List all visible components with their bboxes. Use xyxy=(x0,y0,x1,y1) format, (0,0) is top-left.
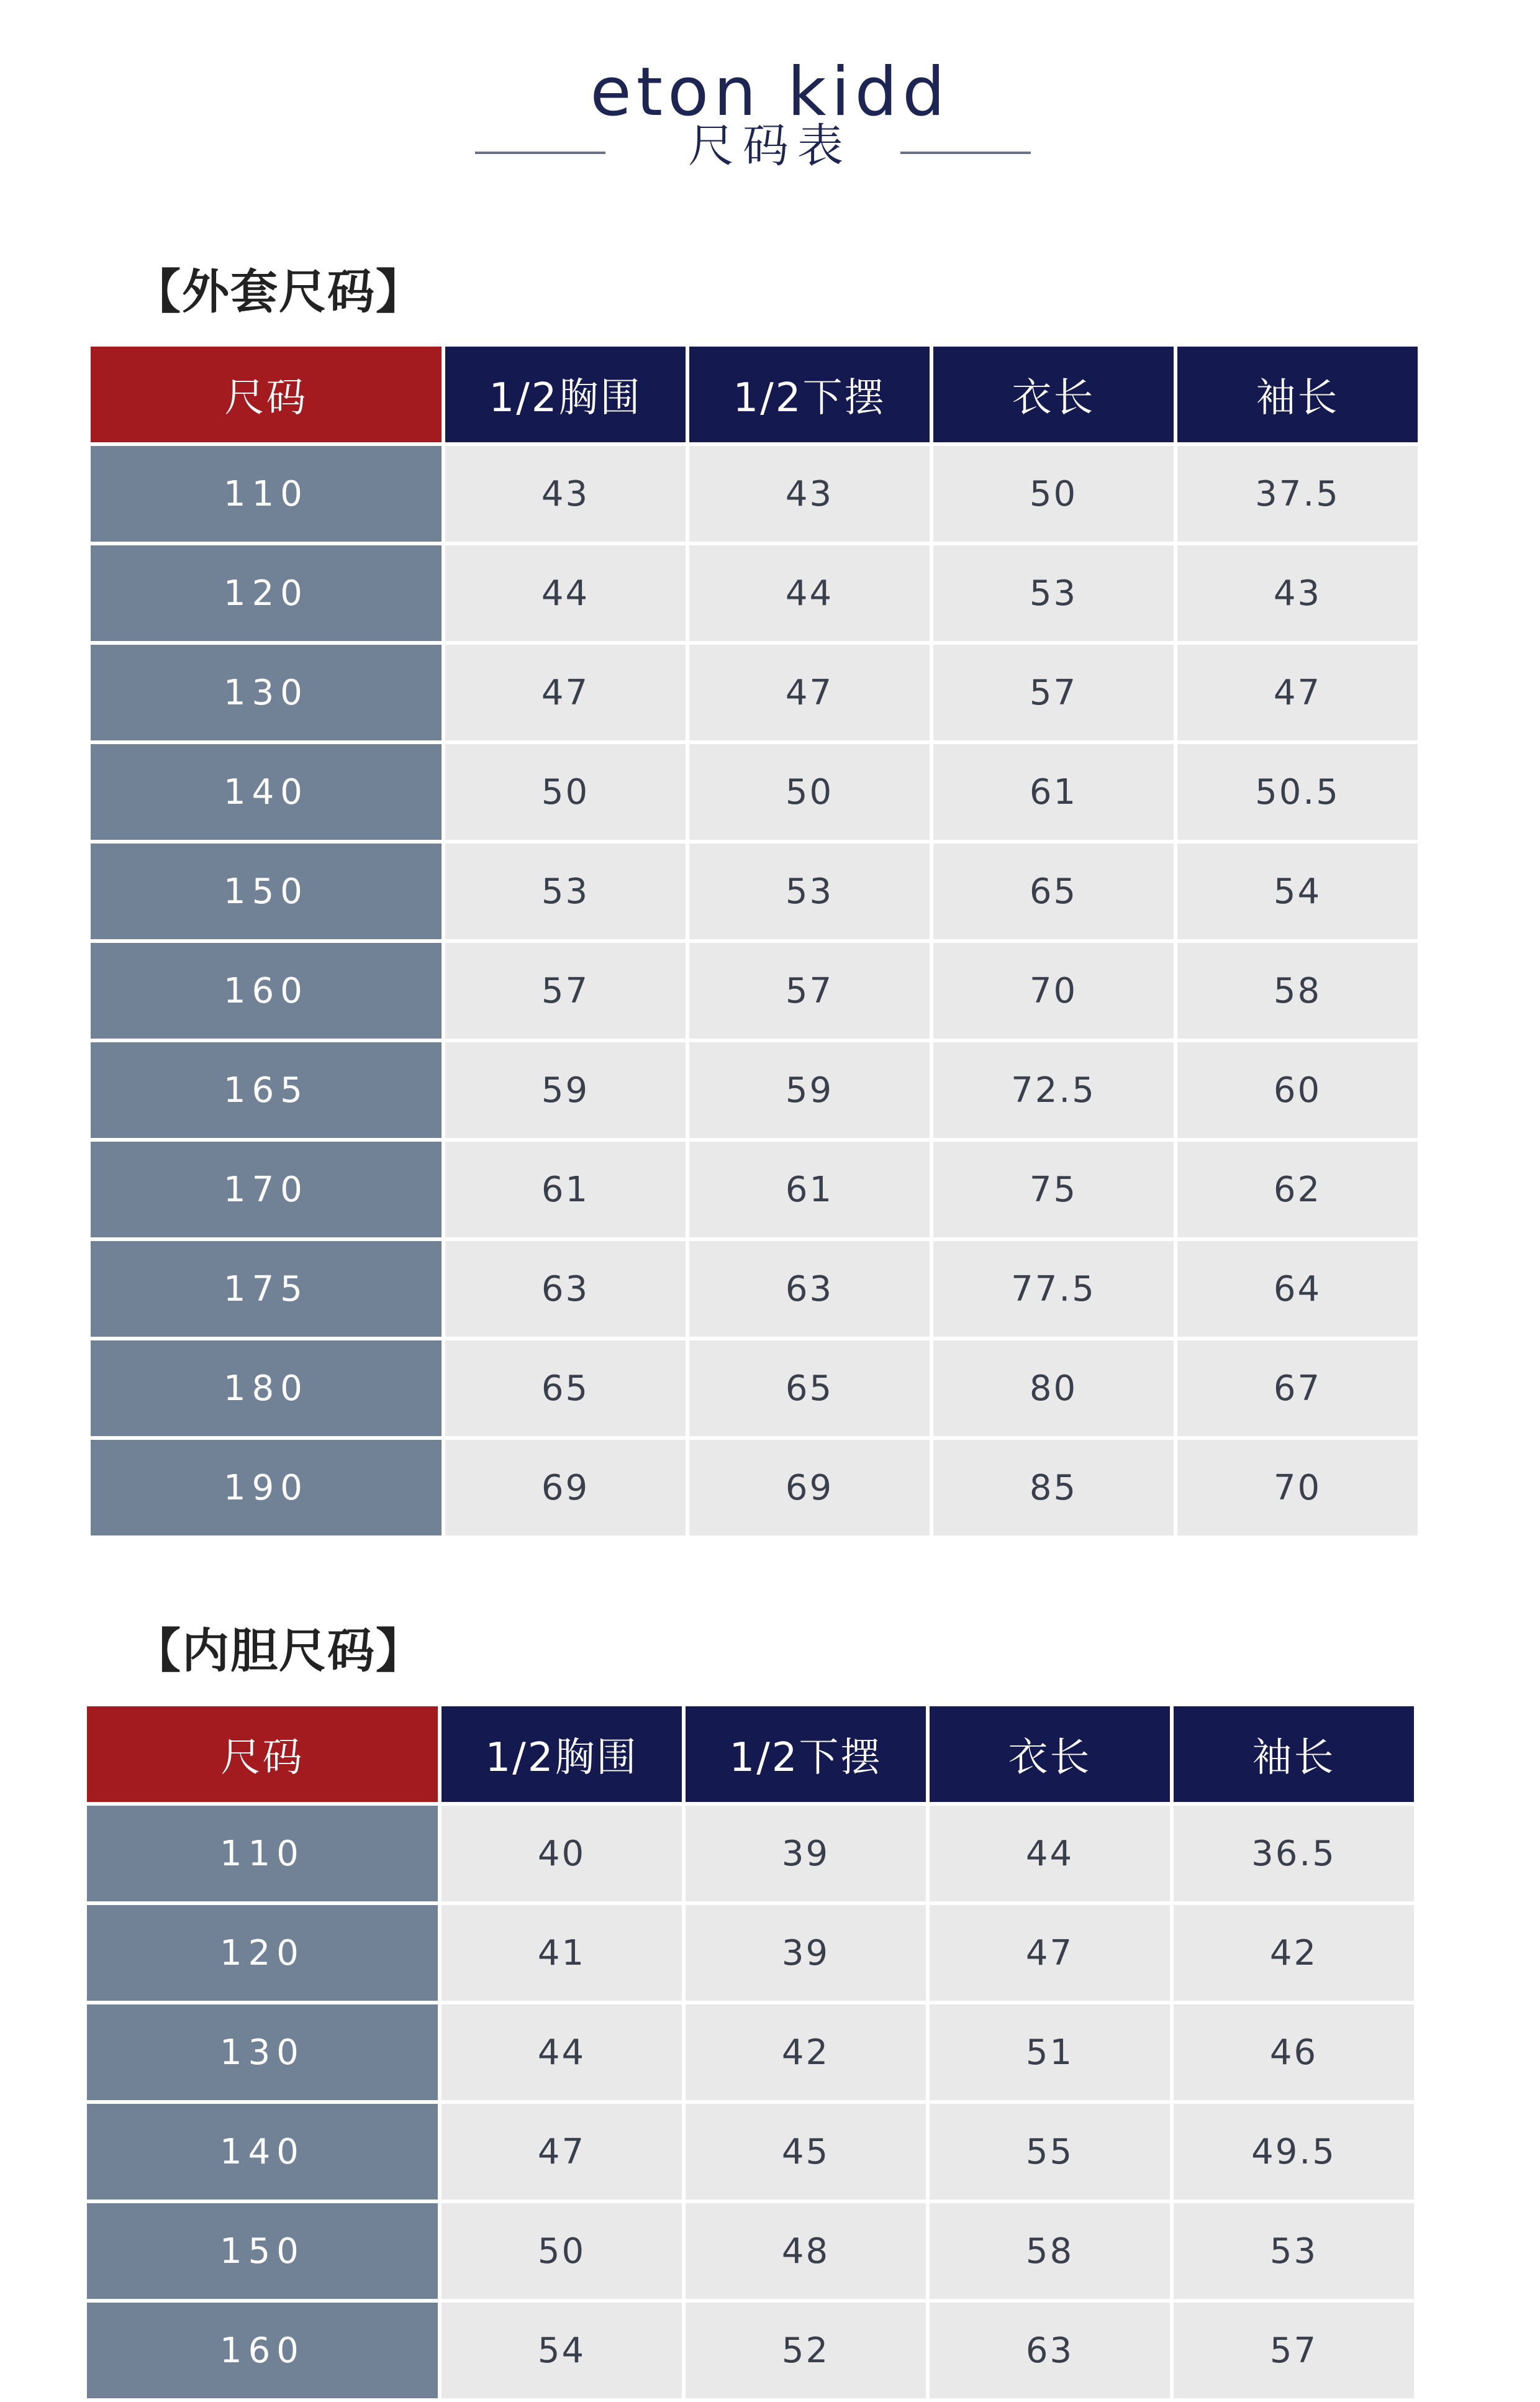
cell-size: 140 xyxy=(91,744,442,840)
table-row xyxy=(91,1241,1418,1337)
section-title-liner: 【内胆尺码】 xyxy=(134,1623,424,1678)
table-row xyxy=(91,1340,1418,1436)
table-row xyxy=(87,2104,1414,2200)
cell-length: 44 xyxy=(930,1806,1170,1901)
cell-length: 57 xyxy=(933,645,1174,740)
cell-sleeve: 70 xyxy=(1177,1440,1418,1535)
cell-half-chest: 44 xyxy=(442,2004,682,2100)
cell-size: 190 xyxy=(91,1440,442,1535)
cell-sleeve: 37.5 xyxy=(1177,446,1418,542)
header-sleeve: 袖长 xyxy=(1174,1706,1414,1802)
cell-half-hem: 50 xyxy=(689,744,930,840)
brand-logo: eton kidd xyxy=(590,53,950,131)
table-row xyxy=(87,1806,1414,1901)
cell-half-chest: 53 xyxy=(445,844,686,939)
cell-size: 175 xyxy=(91,1241,442,1337)
cell-half-hem: 39 xyxy=(686,1905,926,2001)
cell-half-hem: 69 xyxy=(689,1440,930,1535)
cell-half-hem: 63 xyxy=(689,1241,930,1337)
cell-half-hem: 52 xyxy=(686,2303,926,2398)
cell-half-chest: 40 xyxy=(442,1806,682,1901)
cell-sleeve: 50.5 xyxy=(1177,744,1418,840)
cell-half-chest: 47 xyxy=(442,2104,682,2200)
cell-half-chest: 50 xyxy=(445,744,686,840)
table-row xyxy=(91,645,1418,740)
table-row xyxy=(91,744,1418,840)
cell-length: 70 xyxy=(933,943,1174,1039)
cell-size: 140 xyxy=(87,2104,438,2200)
cell-sleeve: 43 xyxy=(1177,545,1418,641)
cell-length: 72.5 xyxy=(933,1042,1174,1138)
cell-half-hem: 43 xyxy=(689,446,930,542)
cell-size: 130 xyxy=(87,2004,438,2100)
cell-size: 110 xyxy=(91,446,442,542)
header-length: 衣长 xyxy=(933,347,1174,442)
cell-half-hem: 44 xyxy=(689,545,930,641)
cell-size: 150 xyxy=(87,2203,438,2299)
cell-size: 120 xyxy=(91,545,442,641)
cell-sleeve: 42 xyxy=(1174,1905,1414,2001)
cell-sleeve: 49.5 xyxy=(1174,2104,1414,2200)
cell-sleeve: 58 xyxy=(1177,943,1418,1039)
cell-sleeve: 53 xyxy=(1174,2203,1414,2299)
cell-sleeve: 67 xyxy=(1177,1340,1418,1436)
table-row xyxy=(91,446,1418,542)
header-sleeve: 袖长 xyxy=(1177,347,1418,442)
cell-half-hem: 47 xyxy=(689,645,930,740)
title-rule-right xyxy=(900,152,1031,154)
table-row xyxy=(87,2303,1414,2398)
header-length: 衣长 xyxy=(930,1706,1170,1802)
cell-size: 130 xyxy=(91,645,442,740)
cell-length: 63 xyxy=(930,2303,1170,2398)
table-row xyxy=(91,1440,1418,1535)
table-row xyxy=(91,943,1418,1039)
table-row xyxy=(91,844,1418,939)
table-header-row xyxy=(87,1706,1414,1802)
cell-half-chest: 61 xyxy=(445,1142,686,1237)
cell-half-hem: 42 xyxy=(686,2004,926,2100)
cell-half-chest: 50 xyxy=(442,2203,682,2299)
cell-half-hem: 59 xyxy=(689,1042,930,1138)
cell-sleeve: 54 xyxy=(1177,844,1418,939)
cell-size: 170 xyxy=(91,1142,442,1237)
cell-length: 80 xyxy=(933,1340,1174,1436)
table-row xyxy=(91,1042,1418,1138)
cell-size: 165 xyxy=(91,1042,442,1138)
cell-half-chest: 69 xyxy=(445,1440,686,1535)
cell-half-hem: 65 xyxy=(689,1340,930,1436)
cell-sleeve: 60 xyxy=(1177,1042,1418,1138)
cell-length: 47 xyxy=(930,1905,1170,2001)
cell-half-chest: 57 xyxy=(445,943,686,1039)
cell-length: 50 xyxy=(933,446,1174,542)
cell-half-hem: 45 xyxy=(686,2104,926,2200)
cell-size: 160 xyxy=(87,2303,438,2398)
cell-size: 110 xyxy=(87,1806,438,1901)
cell-sleeve: 46 xyxy=(1174,2004,1414,2100)
header-size: 尺码 xyxy=(87,1706,438,1802)
size-table-liner xyxy=(83,1703,1418,2402)
cell-half-chest: 43 xyxy=(445,446,686,542)
cell-length: 77.5 xyxy=(933,1241,1174,1337)
header-size: 尺码 xyxy=(91,347,442,442)
cell-half-chest: 59 xyxy=(445,1042,686,1138)
table-row xyxy=(87,2203,1414,2299)
cell-sleeve: 62 xyxy=(1177,1142,1418,1237)
cell-half-chest: 41 xyxy=(442,1905,682,2001)
cell-length: 61 xyxy=(933,744,1174,840)
cell-half-hem: 61 xyxy=(689,1142,930,1237)
header-half-chest: 1/2胸围 xyxy=(442,1706,682,1802)
cell-length: 75 xyxy=(933,1142,1174,1237)
cell-half-hem: 48 xyxy=(686,2203,926,2299)
cell-sleeve: 64 xyxy=(1177,1241,1418,1337)
cell-size: 180 xyxy=(91,1340,442,1436)
cell-sleeve: 47 xyxy=(1177,645,1418,740)
cell-length: 85 xyxy=(933,1440,1174,1535)
header-half-hem: 1/2下摆 xyxy=(689,347,930,442)
header-half-chest: 1/2胸围 xyxy=(445,347,686,442)
cell-length: 58 xyxy=(930,2203,1170,2299)
cell-size: 150 xyxy=(91,844,442,939)
cell-sleeve: 36.5 xyxy=(1174,1806,1414,1901)
header-half-hem: 1/2下摆 xyxy=(686,1706,926,1802)
cell-sleeve: 57 xyxy=(1174,2303,1414,2398)
cell-half-hem: 39 xyxy=(686,1806,926,1901)
cell-size: 160 xyxy=(91,943,442,1039)
cell-length: 55 xyxy=(930,2104,1170,2200)
cell-length: 65 xyxy=(933,844,1174,939)
size-table-coat xyxy=(87,343,1421,1539)
table-header-row xyxy=(91,347,1418,442)
table-row xyxy=(91,545,1418,641)
cell-length: 51 xyxy=(930,2004,1170,2100)
table-row xyxy=(87,2004,1414,2100)
cell-half-chest: 65 xyxy=(445,1340,686,1436)
cell-half-chest: 44 xyxy=(445,545,686,641)
cell-half-chest: 54 xyxy=(442,2303,682,2398)
page-title: 尺码表 xyxy=(688,119,852,173)
cell-half-chest: 63 xyxy=(445,1241,686,1337)
section-title-coat: 【外套尺码】 xyxy=(134,264,424,319)
table-row xyxy=(87,1905,1414,2001)
cell-half-hem: 53 xyxy=(689,844,930,939)
cell-half-hem: 57 xyxy=(689,943,930,1039)
table-row xyxy=(91,1142,1418,1237)
cell-half-chest: 47 xyxy=(445,645,686,740)
cell-length: 53 xyxy=(933,545,1174,641)
cell-size: 120 xyxy=(87,1905,438,2001)
